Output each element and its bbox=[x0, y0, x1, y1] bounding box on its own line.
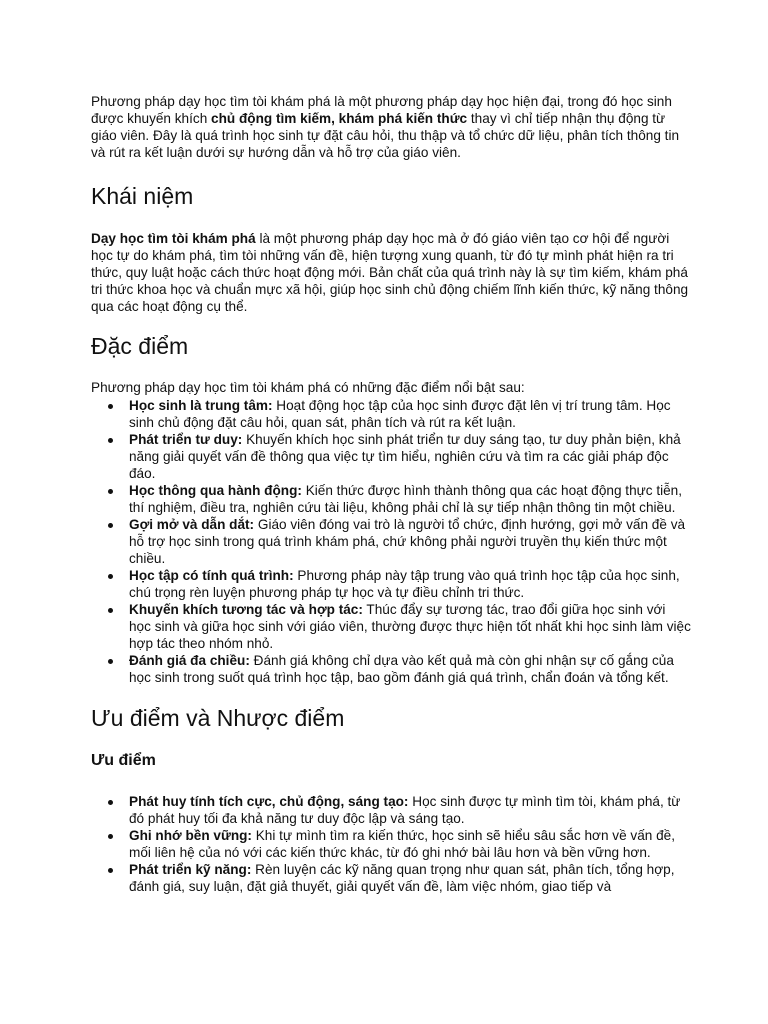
list-item bbox=[91, 652, 691, 686]
item-title: Phát triển kỹ năng: bbox=[129, 862, 252, 877]
list-item bbox=[91, 482, 691, 516]
item-text: Học sinh được tự mình tìm tòi, khám phá, từ đó phát huy tối đa khả năng tư duy độc lập và sáng tạo. bbox=[129, 794, 681, 826]
concept-definition: là một phương pháp dạy học mà ở đó giáo viên tạo cơ hội để người học tự do khám phá, tìm tòi những vấn đề, hiện tượng xung quanh, từ đó tự mình phát hiện ra tri thức, quy luật hoặc cách thức hoạt động mới. Bản chất của quá trình này là sự tìm kiếm, khám phá tri thức khoa học và chuẩn mực xã hội, giúp học sinh chủ động chiếm lĩnh kiến thức, kỹ năng thông qua các hoạt động cụ thể. bbox=[91, 231, 689, 314]
item-text: Kiến thức được hình thành thông qua các hoạt động thực tiễn, thí nghiệm, điều tra, nghiên cứu tài liệu, không phải chỉ là sự tiếp nhận thông tin một chiều. bbox=[129, 483, 683, 515]
item-text: Thúc đẩy sự tương tác, trao đổi giữa học sinh với học sinh và giữa học sinh với giáo viên, thường được thực hiện tốt nhất khi học sinh làm việc hợp tác theo nhóm nhỏ. bbox=[129, 602, 691, 651]
bullet-icon bbox=[108, 608, 113, 613]
bullet-icon bbox=[108, 574, 113, 579]
item-title: Học thông qua hành động: bbox=[129, 483, 302, 498]
item-title: Học tập có tính quá trình: bbox=[129, 568, 294, 583]
list-item bbox=[91, 567, 691, 601]
item-text: Khuyến khích học sinh phát triển tư duy sáng tạo, tư duy phản biện, khả năng giải quyết vấn đề thông qua việc tự tìm hiểu, nghiên cứu và tìm ra các giải pháp độc đáo. bbox=[129, 432, 681, 481]
heading-pros: Ưu điểm bbox=[91, 752, 156, 769]
bullet-icon bbox=[108, 489, 113, 494]
intro-text-1: Phương pháp dạy học tìm tòi khám phá là một phương pháp dạy học hiện đại, trong đó học sinh được khuyến khích bbox=[91, 94, 672, 126]
bullet-icon bbox=[108, 523, 113, 528]
item-text: Hoạt động học tập của học sinh được đặt lên vị trí trung tâm. Học sinh chủ động đặt câu hỏi, quan sát, phân tích và rút ra kết luận. bbox=[129, 398, 671, 430]
bullet-icon bbox=[108, 659, 113, 664]
item-text: Phương pháp này tập trung vào quá trình học tập của học sinh, chú trọng rèn luyện phương pháp tự học và tự điều chỉnh tri thức. bbox=[129, 568, 680, 600]
heading-concept: Khái niệm bbox=[91, 183, 194, 209]
features-lead: Phương pháp dạy học tìm tòi khám phá có những đặc điểm nổi bật sau: bbox=[91, 380, 525, 395]
item-text: Khi tự mình tìm ra kiến thức, học sinh sẽ hiểu sâu sắc hơn về vấn đề, mối liên hệ của nó với các kiến thức khác, từ đó ghi nhớ bài lâu hơn và bền vững hơn. bbox=[129, 828, 676, 860]
item-title: Đánh giá đa chiều: bbox=[129, 653, 250, 668]
item-title: Học sinh là trung tâm: bbox=[129, 398, 273, 413]
concept-paragraph bbox=[91, 230, 691, 315]
item-title: Phát triển tư duy: bbox=[129, 432, 243, 447]
heading-features: Đặc điểm bbox=[91, 333, 189, 359]
pros-list bbox=[91, 793, 691, 895]
intro-text-2: thay vì chỉ tiếp nhận thụ động từ giáo viên. Đây là quá trình học sinh tự đặt câu hỏi, thu thập và tổ chức dữ liệu, phân tích thông tin và rút ra kết luận dưới sự hướng dẫn và hỗ trợ của giáo viên. bbox=[91, 111, 680, 160]
item-text: Đánh giá không chỉ dựa vào kết quả mà còn ghi nhận sự cố gắng của học sinh trong suốt quá trình học tập, bao gồm đánh giá quá trình, chẩn đoán và tổng kết. bbox=[129, 653, 674, 685]
features-list bbox=[91, 397, 691, 686]
concept-term: Dạy học tìm tòi khám phá bbox=[91, 231, 256, 246]
bullet-icon bbox=[108, 834, 113, 839]
heading-pros-cons: Ưu điểm và Nhược điểm bbox=[91, 705, 345, 731]
list-item bbox=[91, 793, 691, 827]
intro-paragraph bbox=[91, 93, 691, 161]
document-page bbox=[91, 93, 691, 895]
list-item bbox=[91, 827, 691, 861]
list-item bbox=[91, 397, 691, 431]
bullet-icon bbox=[108, 868, 113, 873]
item-title: Khuyến khích tương tác và hợp tác: bbox=[129, 602, 363, 617]
bullet-icon bbox=[108, 800, 113, 805]
list-item bbox=[91, 516, 691, 567]
intro-bold-phrase: chủ động tìm kiếm, khám phá kiến thức bbox=[211, 111, 468, 126]
bullet-icon bbox=[108, 404, 113, 409]
item-text: Giáo viên đóng vai trò là người tổ chức, định hướng, gợi mở vấn đề và hỗ trợ học sinh trong quá trình khám phá, chứ không phải người truyền thụ kiến thức một chiều. bbox=[129, 517, 686, 566]
item-title: Phát huy tính tích cực, chủ động, sáng tạo: bbox=[129, 794, 409, 809]
list-item bbox=[91, 431, 691, 482]
item-title: Gợi mở và dẫn dắt: bbox=[129, 517, 255, 532]
list-item bbox=[91, 601, 691, 652]
item-title: Ghi nhớ bền vững: bbox=[129, 828, 252, 843]
item-text: Rèn luyện các kỹ năng quan trọng như quan sát, phân tích, tổng hợp, đánh giá, suy luận, đặt giả thuyết, giải quyết vấn đề, làm việc nhóm, giao tiếp và bbox=[129, 862, 675, 894]
bullet-icon bbox=[108, 438, 113, 443]
list-item bbox=[91, 861, 691, 895]
